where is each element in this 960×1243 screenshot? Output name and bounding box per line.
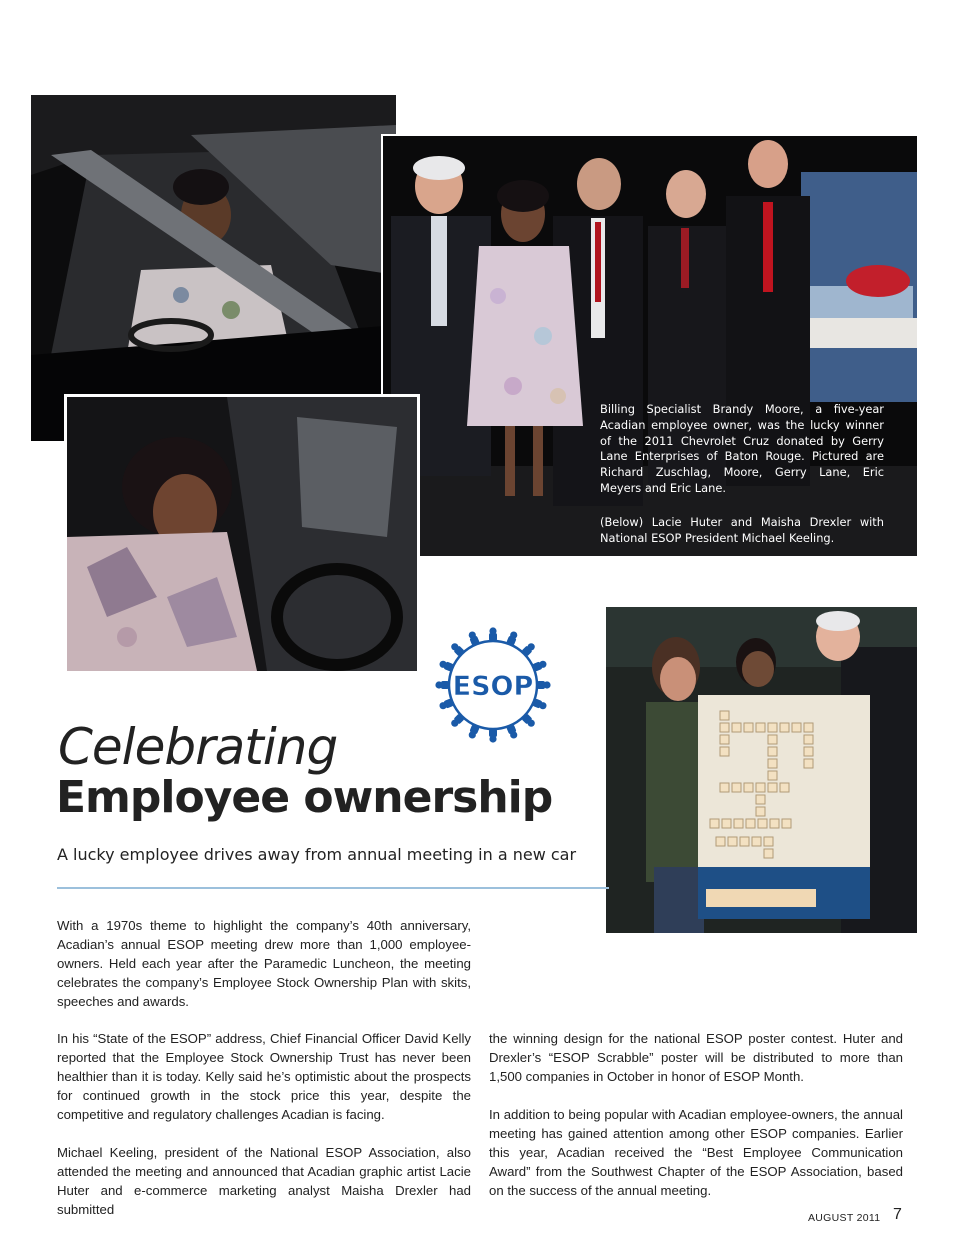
body-paragraph-5: In addition to being popular with Acadian employee-owners, the annual meeting has gained attention among other ESOP companies. Earlier this year, Acadian received the “Best Employee Communication Award” from the Southwest Chapter of the ESOP Association, based on the success of the annual meeting. — [489, 1107, 903, 1198]
folio-issue-date: AUGUST 2011 — [808, 1212, 881, 1224]
esop-logo-wordmark: ESOP — [452, 671, 534, 702]
photo-caption — [600, 402, 884, 546]
headline-subhead: A lucky employee drives away from annual meeting in a new car — [57, 845, 577, 864]
photo-scrabble-poster — [606, 607, 917, 933]
body-paragraph-1: With a 1970s theme to highlight the company’s 40th anniversary, Acadian’s annual ESOP meeting drew more than 1,000 employee-owners. Held each year after the Paramedic Luncheon, the meeting celebrates the company’s Employee Stock Ownership Plan with skits, speeches and awards. — [57, 918, 471, 1009]
divider-rule — [57, 887, 609, 889]
photo-winner-in-car — [30, 94, 397, 442]
esop-logo — [434, 626, 552, 744]
folio-page-number: 7 — [893, 1206, 902, 1223]
headline-title: Employee ownership — [56, 772, 553, 823]
body-paragraph-4: the winning design for the national ESOP poster contest. Huter and Drexler’s “ESOP Scrabble” poster will be distributed to more than 1,500 companies in October in honor of ESOP Month. — [489, 1031, 903, 1084]
caption-below: (Below) Lacie Huter and Maisha Drexler with National ESOP President Michael Keeling. — [600, 514, 884, 545]
body-paragraph-3: Michael Keeling, president of the National ESOP Association, also attended the meeting and announced that Acadian graphic artist Lacie Huter and e-commerce marketing analyst Maisha Drexler had submitted — [57, 1145, 471, 1217]
headline-kicker: Celebrating — [58, 718, 338, 776]
photo-winner-reaction — [64, 394, 420, 674]
body-paragraph-2: In his “State of the ESOP” address, Chief Financial Officer David Kelly reported that the Employee Stock Ownership Trust has never been healthier than it is today. Kelly said he’s optimistic about the prospects for continued growth in the stock price this year, despite the competitive and regulatory challenges Acadian is facing. — [57, 1031, 471, 1122]
caption-main: Billing Specialist Brandy Moore, a five-year Acadian employee owner, was the lucky winner of the 2011 Chevrolet Cruz donated by Gerry Lane Enterprises of Baton Rouge. Pictured are Richard Zuschlag, Moore, Gerry Lane, Eric Meyers and Eric Lane. — [600, 402, 884, 495]
